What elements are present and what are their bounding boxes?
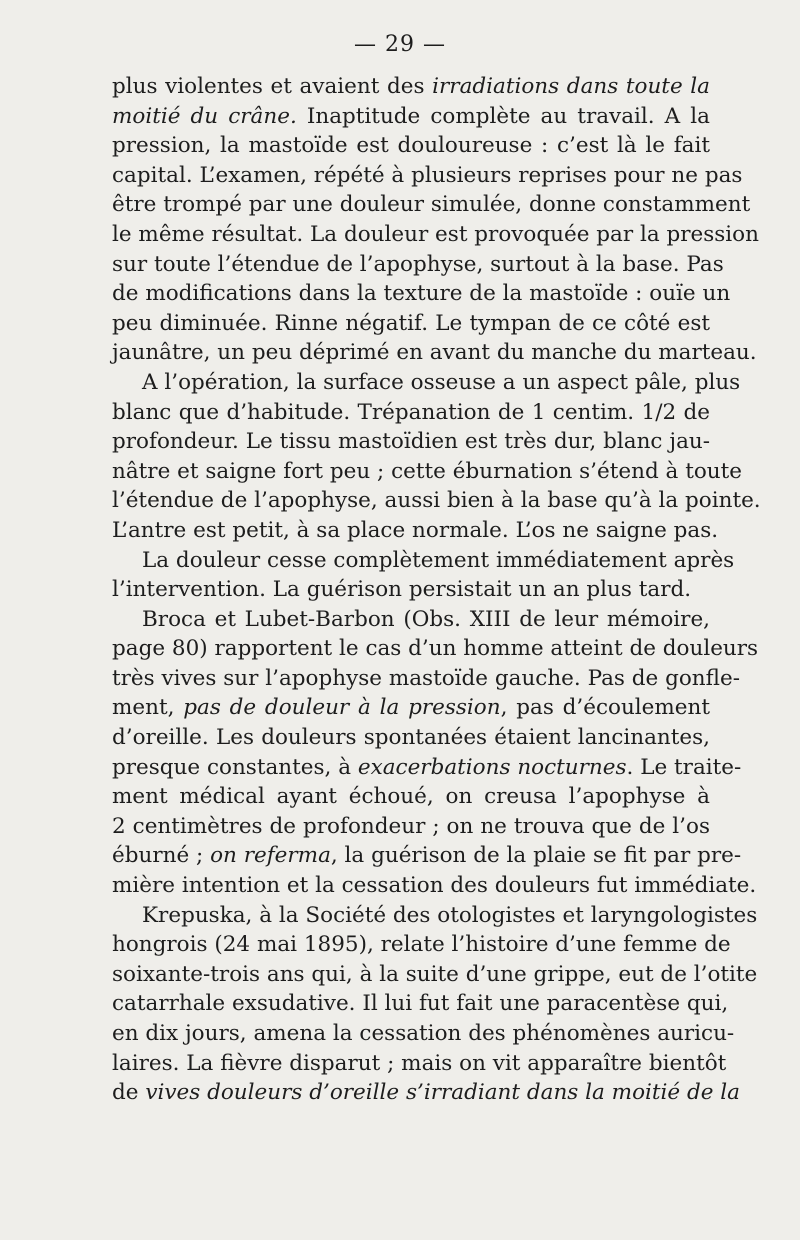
text-run: catarrhale exsudative. Il lui fut fait une paracentèse qui,	[112, 991, 729, 1017]
text-run: Krepuska, à la Société des otologistes et laryngologistes	[142, 902, 758, 928]
text-line	[112, 516, 719, 546]
italic-text: moitié du crâne.	[112, 103, 297, 129]
text-run: ment médical ayant échoué, on creusa l’apophyse à	[112, 784, 710, 810]
text-line	[112, 782, 710, 812]
text-run: profondeur. Le tissu mastoïdien est très dur, blanc jau-	[112, 429, 710, 455]
text-run: l’intervention. La guérison persistait un an plus tard.	[112, 577, 692, 603]
text-line	[112, 250, 724, 280]
body-text	[112, 72, 761, 1108]
text-run: l’étendue de l’apophyse, aussi bien à la base qu’à la pointe.	[112, 488, 761, 514]
text-line	[112, 427, 710, 457]
text-line	[112, 989, 729, 1019]
text-run: en dix jours, amena la cessation des phénomènes auricu-	[112, 1021, 735, 1046]
text-line	[112, 723, 710, 753]
italic-text: irradiations dans toute la	[432, 74, 710, 99]
text-line	[112, 960, 758, 990]
paragraph	[112, 546, 735, 605]
text-line	[112, 220, 759, 250]
italic-text: exacerbations nocturnes	[357, 754, 627, 780]
text-run: pression, la mastoïde est douloureuse : c’est là le fait	[112, 133, 710, 159]
text-run: A l’opération, la surface osseuse a un aspect pâle, plus	[142, 369, 741, 395]
text-run: page 80) rapportent le cas d’un homme atteint de douleurs	[112, 636, 759, 662]
text-run: de modifications dans la texture de la mastoïde : ouïe un	[112, 281, 731, 307]
text-run: . Le traite-	[626, 754, 742, 780]
text-line	[112, 871, 757, 901]
text-line	[112, 1049, 727, 1079]
text-line	[112, 634, 759, 664]
text-run: d’oreille. Les douleurs spontanées étaient lancinantes,	[112, 725, 710, 751]
text-line	[112, 1078, 740, 1108]
text-run: jaunâtre, un peu déprimé en avant du manche du marteau.	[112, 340, 757, 366]
text-run: 2 centimètres de profondeur ; on ne trouva que de l’os	[112, 813, 710, 839]
text-run: de	[112, 1080, 146, 1106]
text-run: éburné ;	[112, 843, 211, 869]
text-run: L’antre est petit, à sa place normale. L’os ne saigne pas.	[112, 517, 719, 543]
text-line	[112, 753, 742, 783]
text-line	[112, 812, 710, 842]
italic-text: vives douleurs d’oreille s’irradiant dans la moitié de la	[145, 1080, 740, 1106]
text-run: La douleur cesse complètement immédiatement après	[142, 547, 735, 573]
text-line	[112, 841, 742, 871]
text-run: être trompé par une douleur simulée, donne constamment	[112, 192, 751, 218]
text-run: Broca et Lubet-Barbon (Obs. XIII de leur mémoire,	[142, 606, 710, 632]
italic-text: on referma	[210, 843, 331, 869]
text-run: mière intention et la cessation des douleurs fut immédiate.	[112, 873, 757, 899]
text-line	[112, 161, 743, 191]
text-line	[112, 693, 710, 723]
text-line	[112, 546, 735, 576]
page-number: — 29 —	[354, 32, 446, 57]
paragraph	[112, 901, 758, 1108]
text-line	[112, 398, 710, 428]
text-run: presque constantes, à	[112, 754, 358, 780]
text-run: le même résultat. La douleur est provoquée par la pression	[112, 221, 759, 247]
paragraph	[112, 72, 759, 368]
text-run: nâtre et saigne fort peu ; cette éburnation s’étend à toute	[112, 458, 742, 484]
text-line	[112, 72, 710, 102]
text-line	[112, 605, 710, 635]
text-run: très vives sur l’apophyse mastoïde gauche. Pas de gonfle-	[112, 665, 740, 691]
text-line	[112, 664, 740, 694]
text-line	[112, 279, 731, 309]
text-line	[112, 102, 710, 132]
italic-text: pas de douleur à la pression	[183, 695, 501, 721]
text-line	[112, 368, 741, 398]
text-line	[112, 575, 710, 605]
text-run: soixante-trois ans qui, à la suite d’une grippe, eut de l’otite	[112, 961, 758, 987]
text-line	[112, 457, 742, 487]
text-line	[112, 338, 757, 368]
text-run: blanc que d’habitude. Trépanation de 1 centim. 1/2 de	[112, 399, 710, 425]
text-run: ment,	[112, 695, 184, 721]
text-line	[112, 486, 761, 516]
text-run: laires. La fièvre disparut ; mais on vit apparaître bientôt	[112, 1050, 727, 1076]
text-line	[112, 190, 751, 220]
text-run: capital. L’examen, répété à plusieurs reprises pour ne pas	[112, 162, 743, 188]
text-line	[112, 309, 710, 339]
text-run: , la guérison de la plaie se fit par pre-	[330, 843, 742, 869]
text-line	[112, 930, 731, 960]
text-run: , pas d’écoulement	[500, 695, 710, 721]
text-run: peu diminuée. Rinne négatif. Le tympan de ce côté est	[112, 310, 710, 336]
text-run: sur toute l’étendue de l’apophyse, surtout à la base. Pas	[112, 251, 724, 277]
text-line	[112, 131, 710, 161]
text-run: plus violentes et avaient des	[112, 74, 433, 99]
paragraph	[112, 368, 761, 546]
text-line	[112, 901, 758, 931]
text-run: Inaptitude complète au travail. A la	[296, 103, 710, 129]
text-run: hongrois (24 mai 1895), relate l’histoire d’une femme de	[112, 932, 731, 958]
text-line	[112, 1019, 735, 1049]
paragraph	[112, 605, 759, 901]
